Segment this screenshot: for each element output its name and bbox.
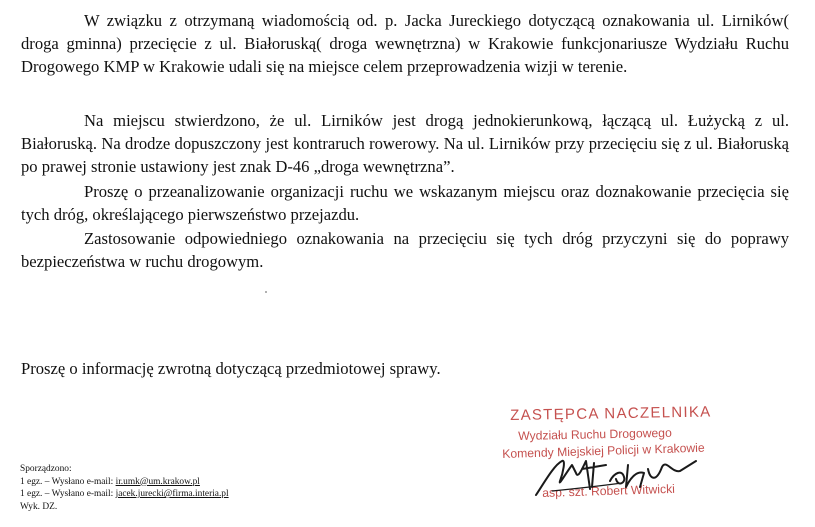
footer-executor: Wyk. DZ.	[20, 501, 58, 512]
paragraph-2	[21, 109, 789, 179]
stamp-department: Wydziału Ruchu Drogowego	[518, 425, 672, 443]
scan-speck	[265, 291, 267, 293]
paragraph-4-text: Zastosowanie odpowiedniego oznakowania na przecięciu się tych dróg przyczyni się do poprawy bezpieczeństwa w ruchu drogowym.	[21, 229, 789, 272]
paragraph-1-text: W związku z otrzymaną wiadomością od. p. Jacka Jureckiego dotyczącą oznakowania ul. Lirników( droga gminna) przecięcie z ul. Białoruską( droga wewnętrzna) w Krakowie funkcjonariusze Wydziału Ruchu Drogowego KMP w Krakowie udali się na miejsce celem przeprowadzenia wizji w terenie.	[21, 11, 789, 77]
footer-line-2	[20, 488, 229, 501]
footer-line-2-prefix: 1 egz. – Wysłano e-mail:	[20, 489, 114, 500]
email-link-2[interactable]: jacek.jurecki@firma.interia.pl	[115, 489, 229, 500]
paragraph-1	[21, 9, 789, 79]
handwritten-signature	[532, 443, 702, 501]
paragraph-3-text: Proszę o przeanalizowanie organizacji ruchu we wskazanym miejscu oraz doznakowanie przecięcia się tych dróg, określającego pierwszeństwo przejazdu.	[21, 182, 789, 225]
stamp-command: Komendy Miejskiej Policji w Krakowie	[502, 440, 705, 461]
footer-line-1	[20, 476, 229, 489]
stamp-title: ZASTĘPCA NACZELNIKA	[510, 403, 712, 424]
paragraph-2-text: Na miejscu stwierdzono, że ul. Lirników jest drogą jednokierunkową, łączącą ul. Łużycką z ul. Białoruską. Na drodze dopuszczony jest kontraruch rowerowy. Na ul. Lirników przy przecięciu się z ul. Białoruską po prawej stronie ustawiony jest znak D-46 „droga wewnętrzna”.	[21, 111, 789, 177]
official-stamp	[502, 403, 772, 519]
distribution-footer	[20, 463, 229, 513]
stamp-officer-name: asp. szt. Robert Witwicki	[542, 481, 676, 500]
footer-line-1-prefix: 1 egz. – Wysłano e-mail:	[20, 476, 114, 487]
closing-sentence: Proszę o informację zwrotną dotyczącą przedmiotowej sprawy.	[21, 359, 441, 378]
footer-title: Sporządzono:	[20, 464, 72, 474]
paragraph-4	[21, 227, 789, 273]
paragraph-3	[21, 180, 789, 226]
email-link-1[interactable]: ir.umk@um.krakow.pl	[115, 476, 200, 487]
